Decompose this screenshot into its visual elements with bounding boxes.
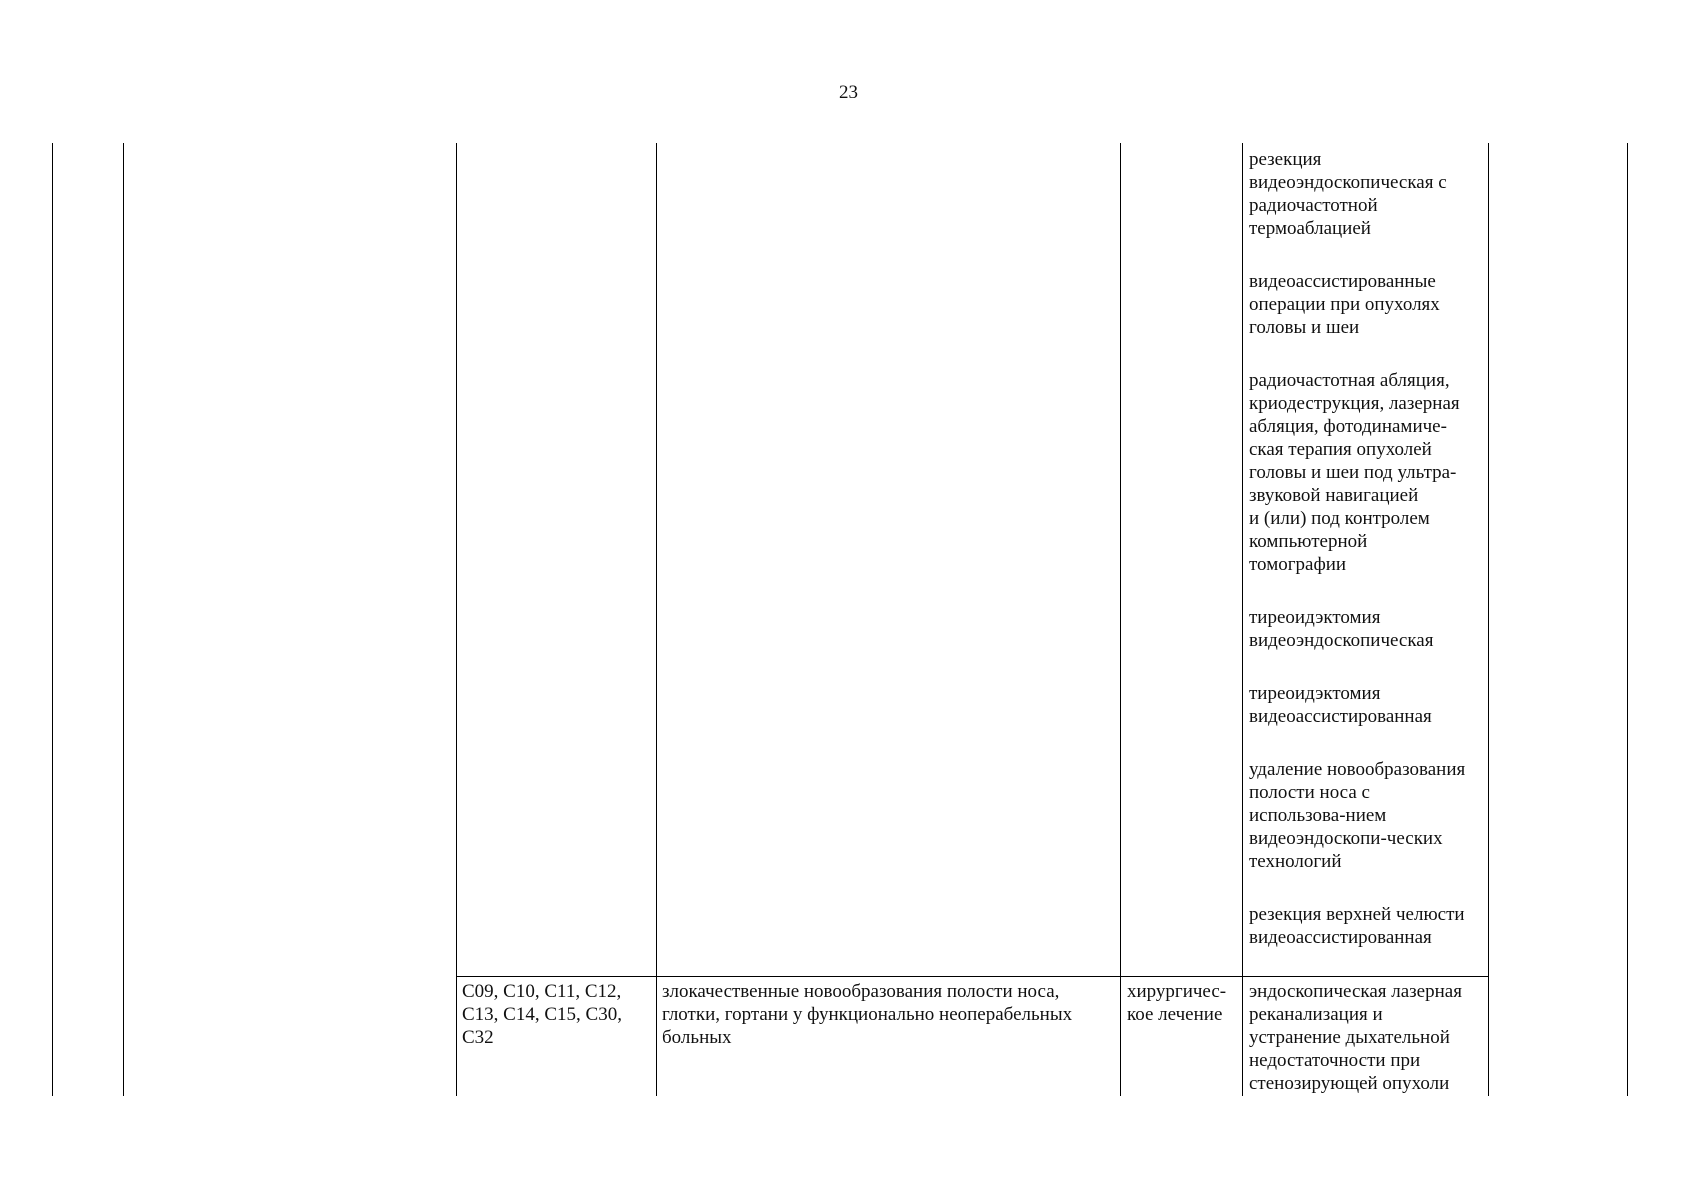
text-line: криодеструкция, лазерная (1249, 393, 1460, 414)
text-line: C32 (462, 1027, 494, 1048)
text-line: резекция (1249, 149, 1322, 170)
text-line: C13, C14, C15, C30, (462, 1004, 622, 1025)
table-border-col-1 (52, 143, 53, 1096)
table-border-col-7 (1488, 143, 1489, 1096)
text-line: удаление новообразования (1249, 759, 1466, 780)
text-line: кое лечение (1127, 1004, 1223, 1025)
text-line: недостаточности при (1249, 1050, 1421, 1071)
text-line: C09, C10, C11, C12, (462, 981, 622, 1002)
procedure-cell (1249, 980, 1485, 1095)
procedure-item (1249, 148, 1485, 240)
procedures-cell (1249, 148, 1485, 979)
text-line: термоаблацией (1249, 218, 1371, 239)
icd-codes-cell (462, 980, 652, 1049)
table-border-col-8 (1627, 143, 1628, 1096)
text-line: компьютерной (1249, 531, 1368, 552)
diagnosis-cell (662, 980, 1117, 1049)
text-line: видеоэндоскопи-ческих (1249, 828, 1443, 849)
text-line: глотки, гортани у функционально неоперабельных (662, 1004, 1073, 1025)
treatment-type-cell (1127, 980, 1241, 1026)
text-line: стенозирующей опухоли (1249, 1073, 1450, 1094)
procedure-item (1249, 903, 1485, 949)
text-line: больных (662, 1027, 732, 1048)
text-line: тиреоидэктомия (1249, 683, 1381, 704)
text-line: реканализация и (1249, 1004, 1383, 1025)
text-line: видеоэндоскопическая (1249, 630, 1434, 651)
text-line: тиреоидэктомия (1249, 607, 1381, 628)
text-line: видеоассистированные (1249, 271, 1436, 292)
text-line: головы и шеи (1249, 317, 1360, 338)
text-line: полости носа с (1249, 782, 1370, 803)
procedure-item (1249, 369, 1485, 576)
table-border-col-5 (1120, 143, 1121, 1096)
text-line: устранение дыхательной (1249, 1027, 1450, 1048)
page-number: 23 (839, 82, 858, 103)
text-line: резекция верхней челюсти (1249, 904, 1465, 925)
text-line: ская терапия опухолей (1249, 439, 1432, 460)
text-line: звуковой навигацией (1249, 485, 1419, 506)
text-line: видеоэндоскопическая с (1249, 172, 1447, 193)
procedure-item (1249, 270, 1485, 339)
text-line: технологий (1249, 851, 1342, 872)
text-line: эндоскопическая лазерная (1249, 981, 1462, 1002)
text-line: томографии (1249, 554, 1347, 575)
table-border-col-3 (456, 143, 457, 1096)
text-line: радиочастотная абляция, (1249, 370, 1450, 391)
text-line: видеоассистированная (1249, 706, 1432, 727)
text-line: абляция, фотодинамиче- (1249, 416, 1447, 437)
procedure-item (1249, 758, 1485, 873)
text-line: злокачественные новообразования полости носа, (662, 981, 1060, 1002)
table-border-col-6 (1242, 143, 1243, 1096)
text-line: видеоассистированная (1249, 927, 1432, 948)
procedure-item (1249, 682, 1485, 728)
table-border-col-4 (656, 143, 657, 1096)
text-line: хирургичес- (1127, 981, 1227, 1002)
text-line: радиочастотной (1249, 195, 1378, 216)
text-line: использова-нием (1249, 805, 1387, 826)
text-line: операции при опухолях (1249, 294, 1440, 315)
text-line: головы и шеи под ультра- (1249, 462, 1457, 483)
text-line: и (или) под контролем (1249, 508, 1430, 529)
procedure-item (1249, 606, 1485, 652)
table-border-col-2 (123, 143, 124, 1096)
